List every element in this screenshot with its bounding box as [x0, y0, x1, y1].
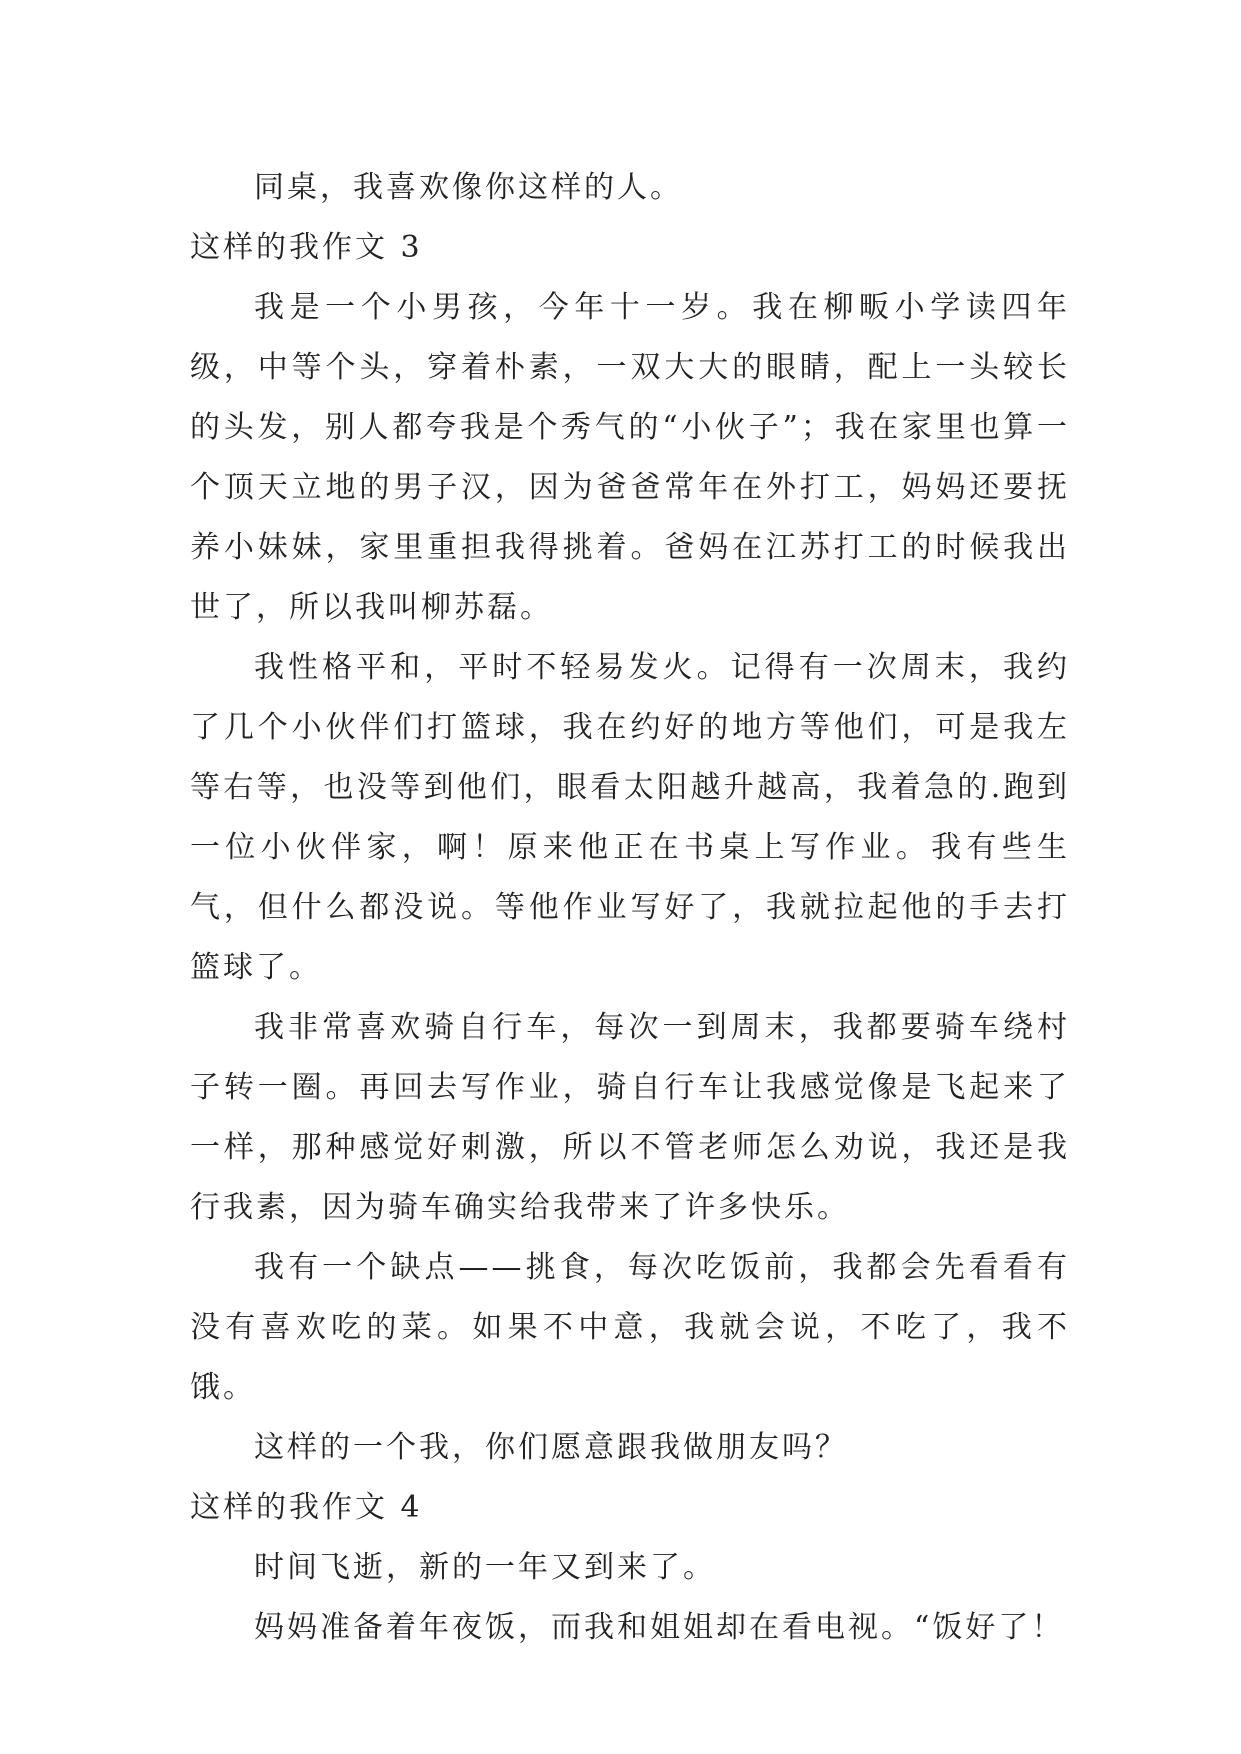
paragraph: 这样的一个我，你们愿意跟我做朋友吗？	[254, 1430, 848, 1465]
paragraph: 时间飞逝，新的一年又到来了。	[254, 1550, 716, 1585]
paragraph: 我有一个缺点——挑食，每次吃饭前，我都会先看看有没有喜欢吃的菜。如果不中意，我就会说，不吃了，我不饿。	[190, 1250, 1070, 1405]
section-heading: 这样的我作文 3	[190, 230, 423, 265]
document-body	[190, 158, 1070, 1658]
paragraph: 我性格平和，平时不轻易发火。记得有一次周末，我约了几个小伙伴们打篮球，我在约好的地方等他们，可是我左等右等，也没等到他们，眼看太阳越升越高，我着急的.跑到一位小伙伴家，啊！原来他正在书桌上写作业。我有些生气，但什么都没说。等他作业写好了，我就拉起他的手去打篮球了。	[190, 650, 1070, 985]
paragraph: 妈妈准备着年夜饭，而我和姐姐却在看电视。“饭好了！	[254, 1610, 1065, 1645]
paragraph: 我是一个小男孩，今年十一岁。我在柳畈小学读四年级，中等个头，穿着朴素，一双大大的眼睛，配上一头较长的头发，别人都夸我是个秀气的“小伙子”；我在家里也算一个顶天立地的男子汉，因为爸爸常年在外打工，妈妈还要抚养小妹妹，家里重担我得挑着。爸妈在江苏打工的时候我出世了，所以我叫柳苏磊。	[190, 290, 1070, 625]
paragraph: 我非常喜欢骑自行车，每次一到周末，我都要骑车绕村子转一圈。再回去写作业，骑自行车让我感觉像是飞起来了一样，那种感觉好刺激，所以不管老师怎么劝说，我还是我行我素，因为骑车确实给我带来了许多快乐。	[190, 1010, 1070, 1225]
section-heading: 这样的我作文 4	[190, 1490, 423, 1525]
paragraph: 同桌，我喜欢像你这样的人。	[254, 170, 683, 205]
